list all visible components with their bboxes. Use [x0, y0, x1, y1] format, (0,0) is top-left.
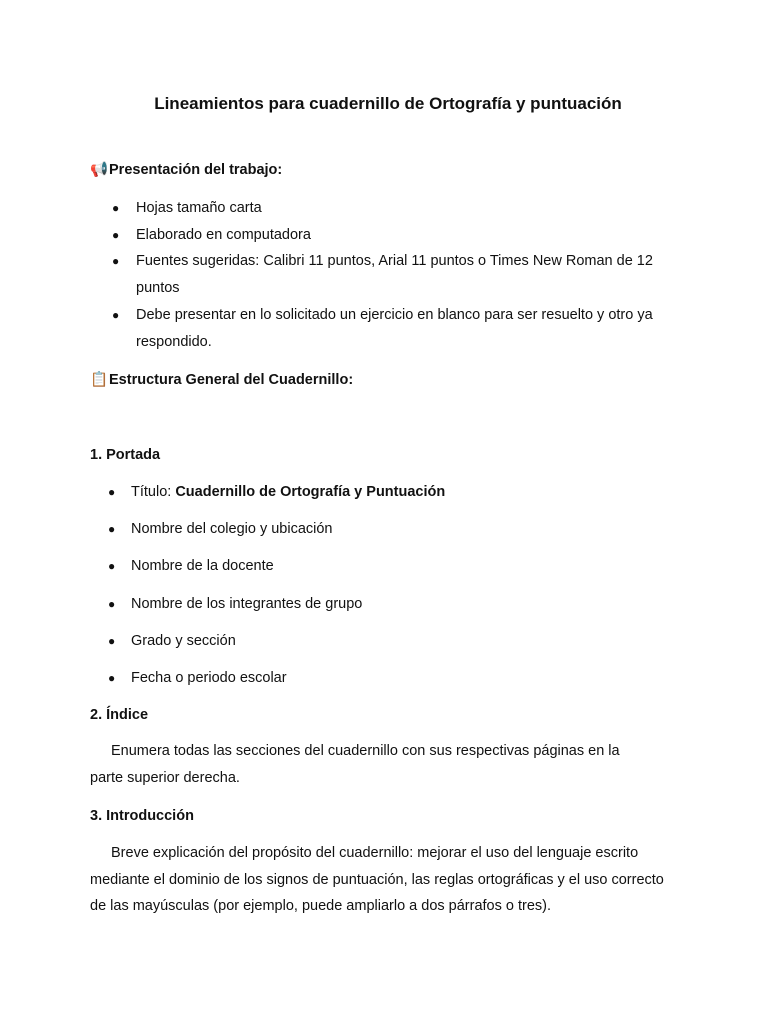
presentation-list	[112, 195, 690, 355]
cover-title-value: Cuadernillo de Ortografía y Puntuación	[175, 484, 446, 500]
cover-heading: 1. Portada	[90, 447, 161, 463]
introduction-heading: 3. Introducción	[90, 808, 194, 824]
structure-heading: Estructura General del Cuadernillo:	[109, 372, 354, 388]
list-item: ● Nombre de la docente	[108, 558, 274, 575]
clipboard-icon: 📋	[90, 372, 109, 388]
bullet-icon: ●	[108, 596, 116, 611]
index-paragraph: Enumera todas las secciones del cuadernillo con sus respectivas páginas en la parte superior derecha.	[90, 743, 620, 786]
document-title: Lineamientos para cuadernillo de Ortografía y puntuación	[154, 94, 622, 113]
list-item: ● Nombre del colegio y ubicación	[108, 521, 333, 538]
cover-list	[108, 482, 668, 705]
megaphone-icon: 📢	[90, 162, 109, 178]
bullet-icon: ●	[112, 227, 120, 242]
introduction-paragraph: Breve explicación del propósito del cuadernillo: mejorar el uso del lenguaje escrito mediante el dominio de los signos de puntuación, las reglas ortográficas y el uso correcto de las mayúsculas (por ejemplo, puede ampliarlo a dos párrafos o tres).	[90, 845, 664, 915]
list-item: ● Título: Cuadernillo de Ortografía y Puntuación	[108, 484, 446, 500]
list-item: ● Debe presentar en lo solicitado un ejercicio en blanco para ser resuelto y otro ya respondido.	[112, 302, 690, 355]
bullet-icon: ●	[112, 254, 120, 269]
bullet-icon: ●	[108, 485, 116, 499]
bullet-icon: ●	[108, 522, 116, 537]
list-item: ● Hojas tamaño carta	[112, 195, 690, 222]
presentation-heading-row	[90, 160, 282, 180]
bullet-icon: ●	[108, 633, 116, 648]
index-heading: 2. Índice	[90, 707, 149, 723]
bullet-icon: ●	[112, 201, 120, 215]
presentation-heading: Presentación del trabajo:	[109, 162, 283, 178]
bullet-icon: ●	[108, 670, 116, 685]
list-item: ● Fecha o periodo escolar	[108, 669, 287, 686]
bullet-icon: ●	[108, 559, 116, 574]
list-item: ● Nombre de los integrantes de grupo	[108, 595, 363, 612]
list-item: ● Fuentes sugeridas: Calibri 11 puntos, Arial 11 puntos o Times New Roman de 12 puntos	[112, 248, 690, 301]
list-item: ● Elaborado en computadora	[112, 222, 690, 249]
list-item: ● Grado y sección	[108, 632, 236, 649]
bullet-icon: ●	[112, 307, 120, 322]
structure-heading-row	[90, 370, 353, 390]
